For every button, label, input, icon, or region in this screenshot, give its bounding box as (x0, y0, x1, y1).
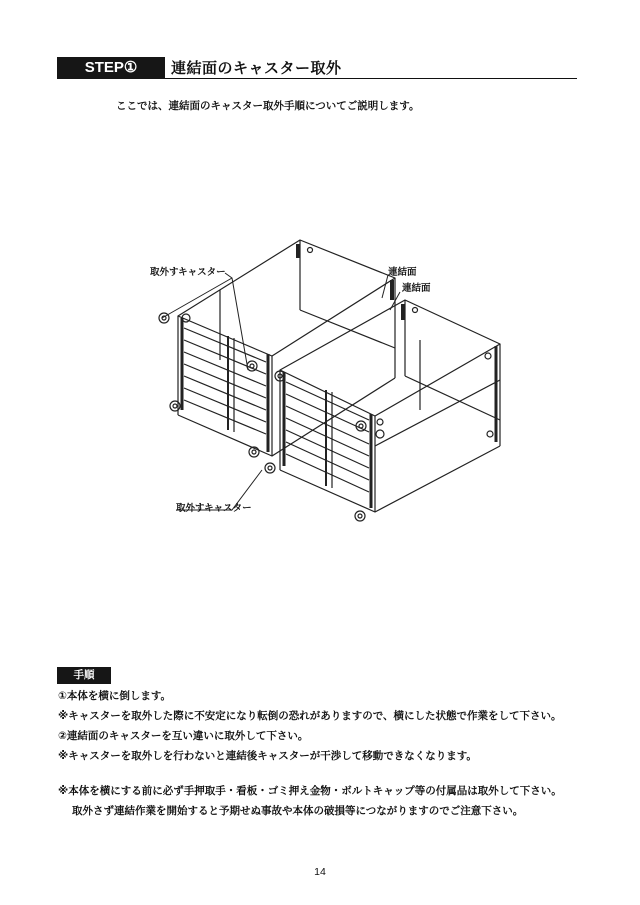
procedure-line: ①本体を横に倒します。 (58, 690, 172, 702)
procedure-line: 取外さず連結作業を開始すると予期せぬ事故や本体の破損等につながりますのでご注意下さい。 (72, 805, 524, 817)
step-title: 連結面のキャスター取外 (171, 59, 342, 77)
callout-leaders (162, 273, 400, 510)
intro-text: ここでは、連結面のキャスター取外手順についてご説明します。 (116, 100, 420, 112)
callout-remove-caster-bottom: 取外すキャスター (176, 503, 252, 514)
procedure-line: ※本体を横にする前に必ず手押取手・看板・ゴミ押え金物・ボルトキャップ等の付属品は取外して下さい。 (58, 785, 562, 797)
procedure-line: ※キャスターを取外しを行わないと連結後キャスターが干渉して移動できなくなります。 (58, 750, 477, 762)
procedure-line: ※キャスターを取外した際に不安定になり転倒の恐れがありますので、横にした状態で作業をして下さい。 (58, 710, 562, 722)
procedure-badge: 手順 (57, 667, 111, 684)
callout-connect-face-2: 連結面 (402, 283, 431, 294)
header-rule (165, 78, 577, 79)
step-badge: STEP① (57, 57, 165, 79)
callout-remove-caster-top: 取外すキャスター (150, 267, 226, 278)
assembly-figure (120, 220, 520, 530)
step-header (57, 57, 577, 79)
page-number: 14 (314, 866, 326, 878)
procedure-line: ②連結面のキャスターを互い違いに取外して下さい。 (58, 730, 309, 742)
unit-b (280, 300, 500, 512)
callout-connect-face-1: 連結面 (388, 267, 417, 278)
